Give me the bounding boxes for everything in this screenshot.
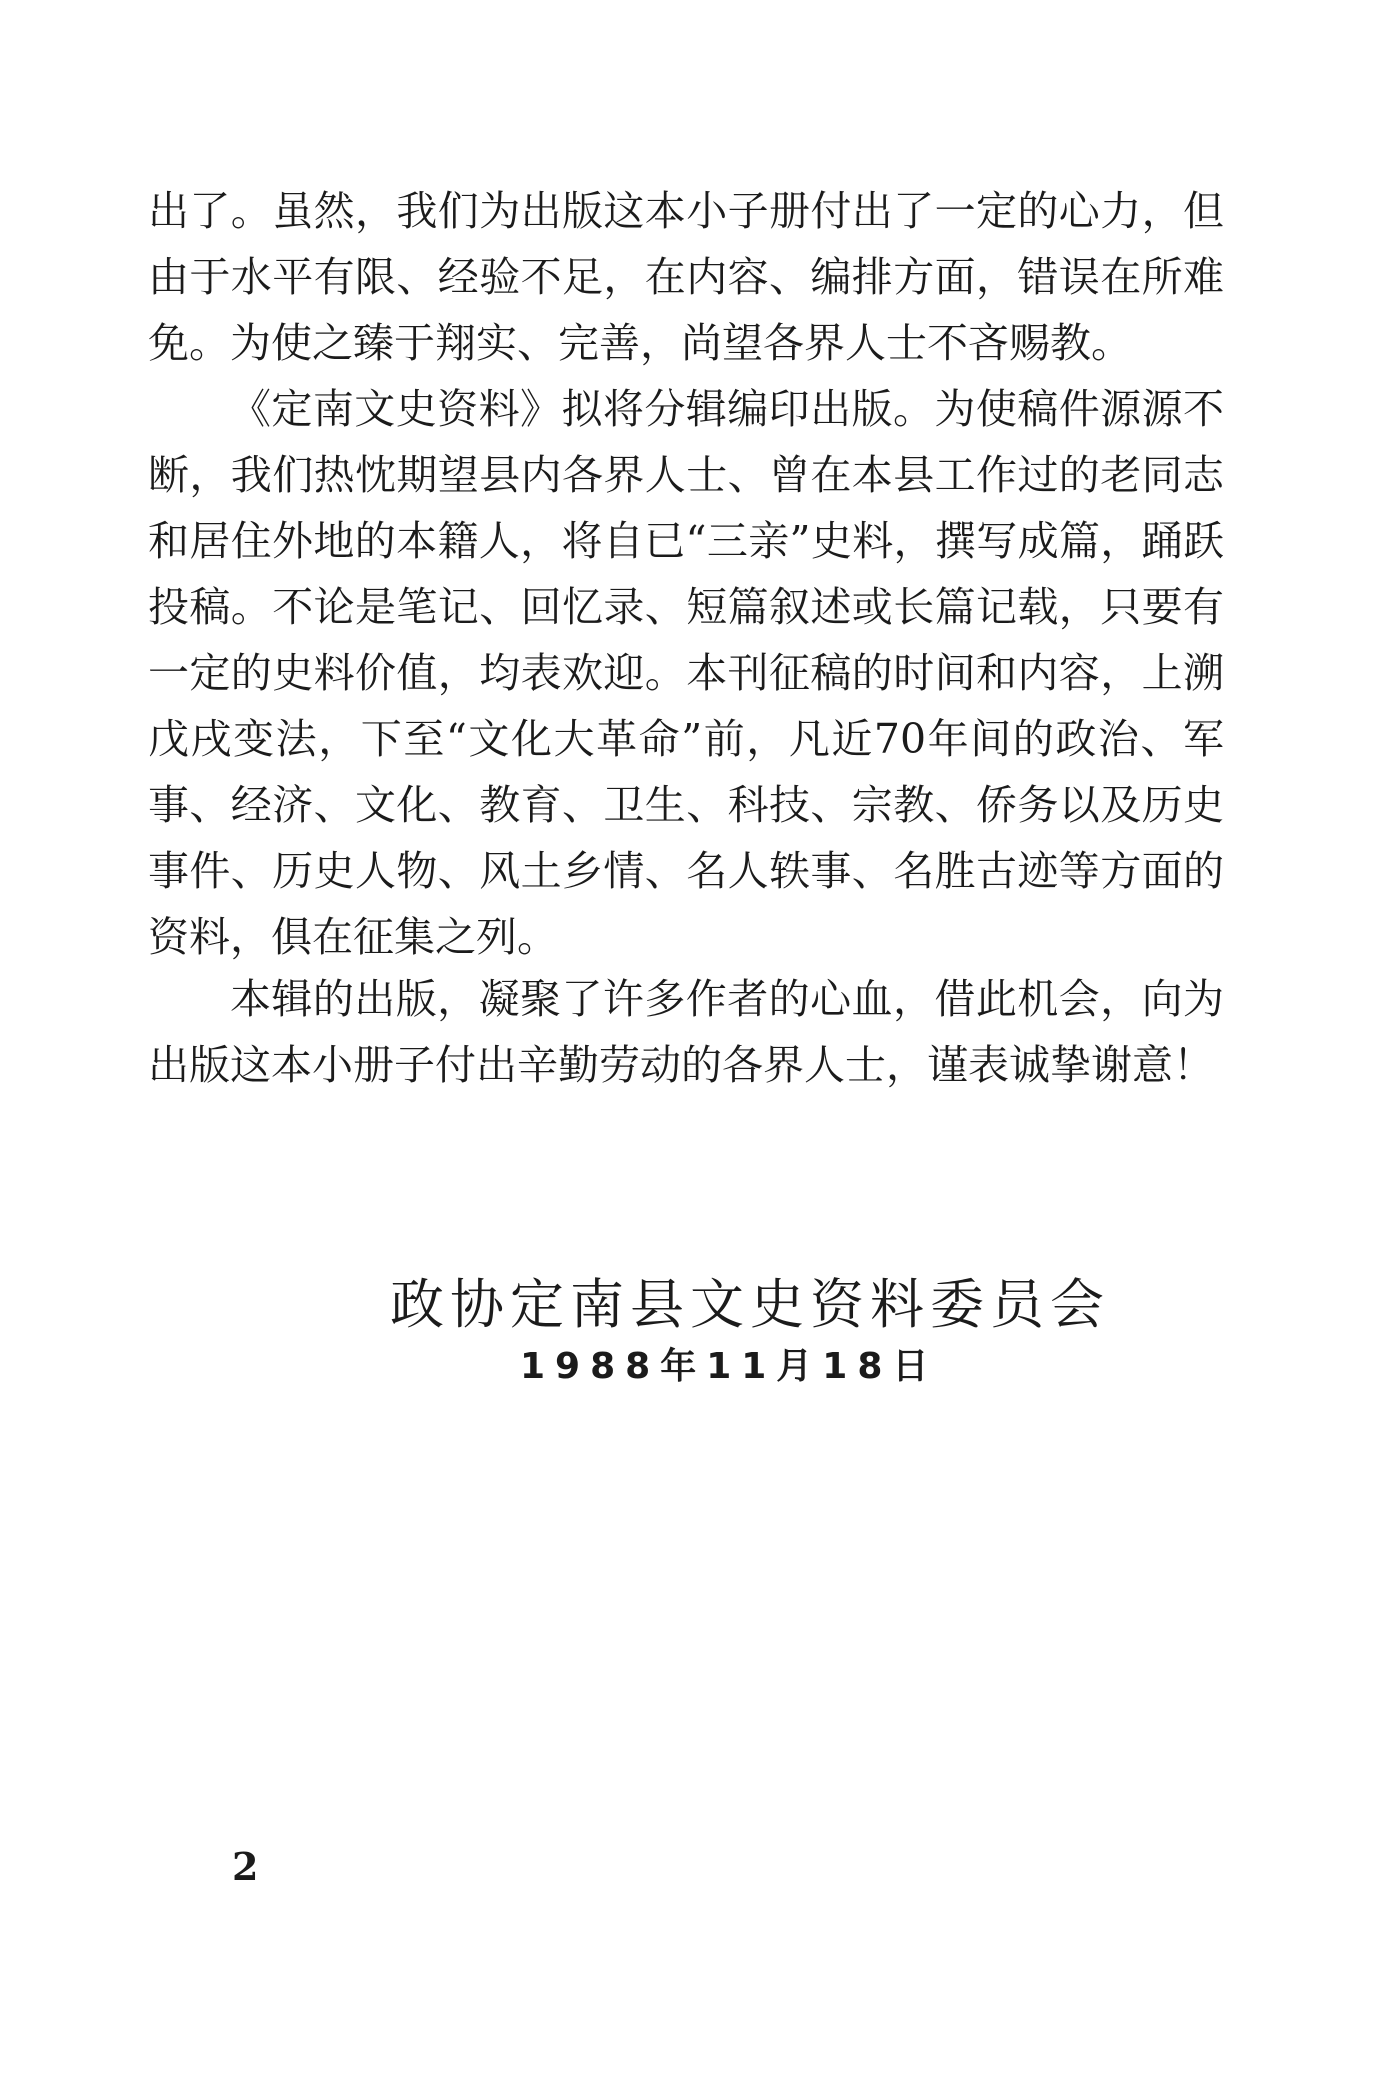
signature-organization: 政协定南县文史资料委员会 <box>390 1273 1110 1336</box>
paragraph-2: 《定南文史资料》拟将分辑编印出版。为使稿件源源不断，我们热忱期望县内各界人士、曾在本县工作过的老同志和居住外地的本籍人，将自已“三亲”史料，撰写成篇，踊跃投稿。不论是笔记、回忆录、短篇叙述或长篇记载，只要有一定的史料价值，均表欢迎。本刊征稿的时间和内容，上溯戊戌变法，下至“文化大革命”前，凡近70年间的政治、军事、经济、文化、教育、卫生、科技、宗教、侨务以及历史事件、历史人物、风土乡情、名人轶事、名胜古迹等方面的资料，俱在征集之列。 <box>148 385 1224 961</box>
signature-date: 1988年11月18日 <box>520 1346 939 1387</box>
paragraph-1: 出了。虽然，我们为出版这本小子册付出了一定的心力，但由于水平有限、经验不足，在内容、编排方面，错误在所难免。为使之臻于翔实、完善，尚望各界人士不吝赐教。 <box>148 187 1224 367</box>
paragraph-3: 本辑的出版，凝聚了许多作者的心血，借此机会，向为出版这本小册子付出辛勤劳动的各界人士，谨表诚挚谢意！ <box>148 975 1224 1089</box>
page-number: 2 <box>232 1844 259 1889</box>
